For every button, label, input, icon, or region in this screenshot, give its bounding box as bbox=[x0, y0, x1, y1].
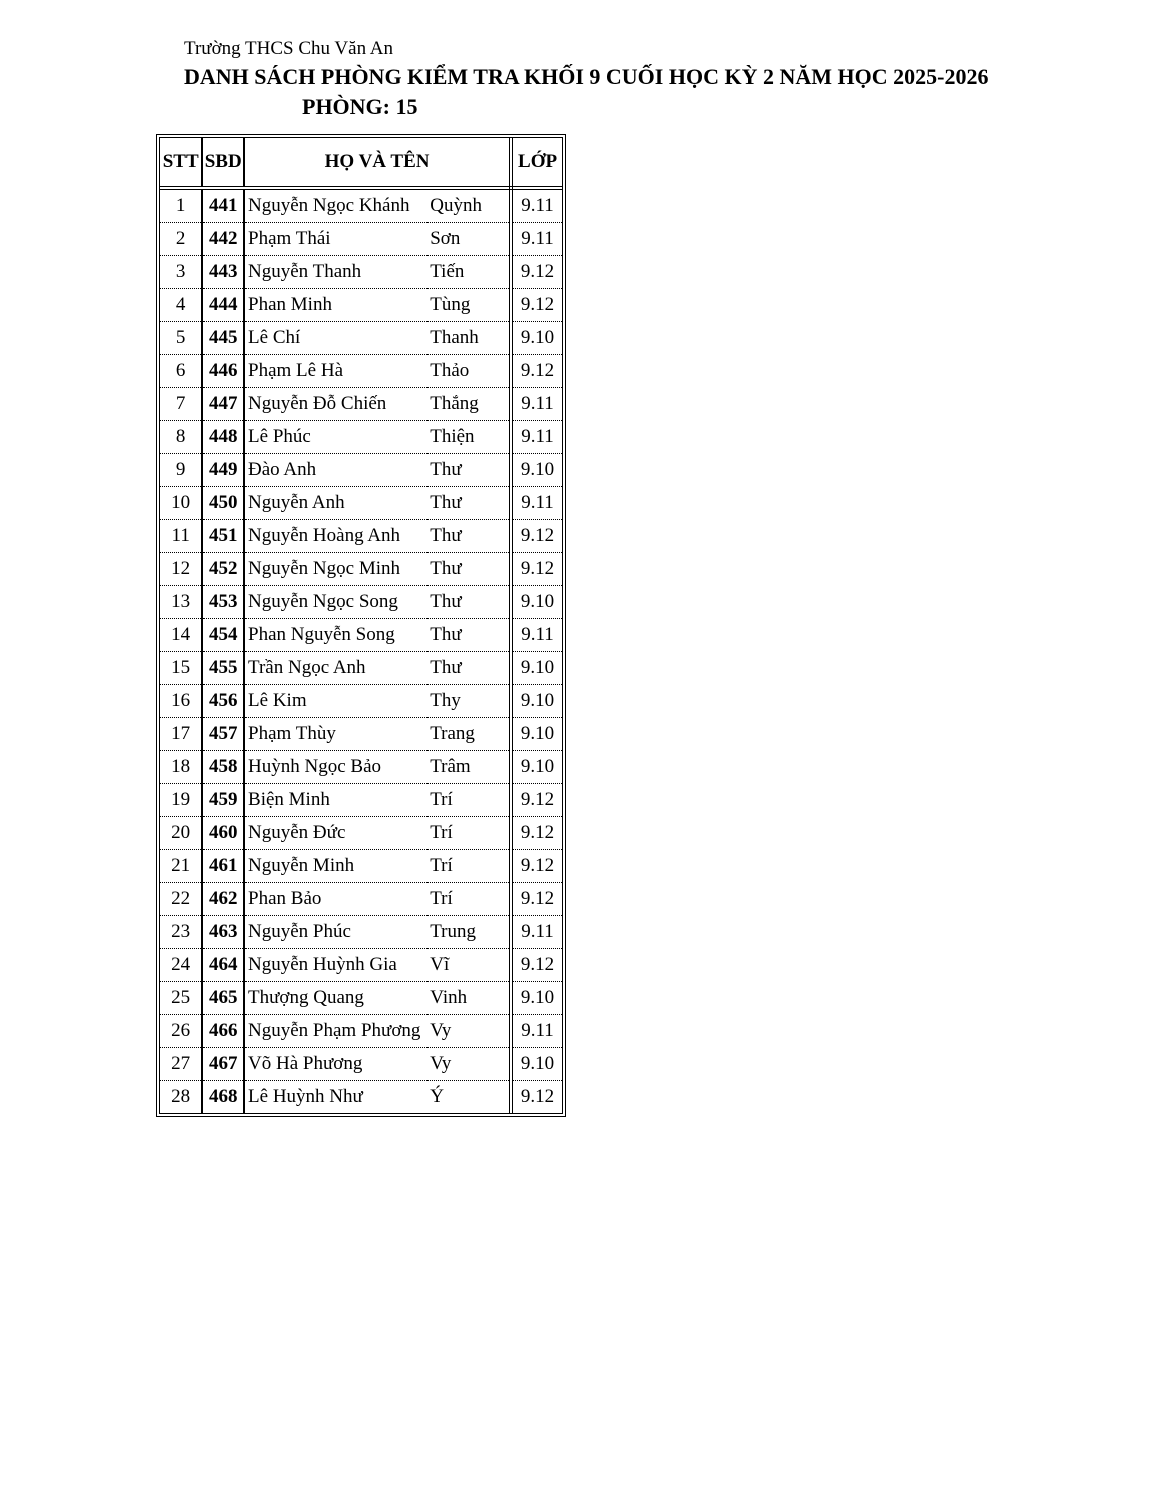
table-row bbox=[160, 223, 562, 256]
table-row bbox=[160, 1081, 562, 1114]
table-row bbox=[160, 817, 562, 850]
school-name: Trường THCS Chu Văn An bbox=[184, 38, 393, 59]
row-class: 9.10 bbox=[511, 652, 562, 685]
row-stt: 28 bbox=[160, 1081, 202, 1114]
row-sbd: 455 bbox=[202, 652, 244, 685]
row-surname: Huỳnh Ngọc Bảo bbox=[244, 751, 427, 784]
row-given-name: Thư bbox=[427, 553, 511, 586]
row-sbd: 451 bbox=[202, 520, 244, 553]
row-sbd: 442 bbox=[202, 223, 244, 256]
row-surname: Nguyễn Đức bbox=[244, 817, 427, 850]
table-row bbox=[160, 784, 562, 817]
row-stt: 8 bbox=[160, 421, 202, 454]
row-surname: Lê Chí bbox=[244, 322, 427, 355]
row-surname: Nguyễn Đỗ Chiến bbox=[244, 388, 427, 421]
row-stt: 11 bbox=[160, 520, 202, 553]
row-sbd: 464 bbox=[202, 949, 244, 982]
row-stt: 12 bbox=[160, 553, 202, 586]
row-class: 9.10 bbox=[511, 454, 562, 487]
row-class: 9.10 bbox=[511, 751, 562, 784]
row-surname: Nguyễn Phúc bbox=[244, 916, 427, 949]
row-stt: 16 bbox=[160, 685, 202, 718]
table-row bbox=[160, 487, 562, 520]
row-class: 9.11 bbox=[511, 1015, 562, 1048]
row-class: 9.12 bbox=[511, 784, 562, 817]
document-title: DANH SÁCH PHÒNG KIỂM TRA KHỐI 9 CUỐI HỌC KỲ 2 NĂM HỌC 2025-2026 bbox=[184, 64, 989, 89]
row-class: 9.12 bbox=[511, 289, 562, 322]
table-row bbox=[160, 355, 562, 388]
row-surname: Nguyễn Huỳnh Gia bbox=[244, 949, 427, 982]
row-given-name: Thiện bbox=[427, 421, 511, 454]
row-given-name: Thanh bbox=[427, 322, 511, 355]
row-given-name: Thư bbox=[427, 652, 511, 685]
row-stt: 15 bbox=[160, 652, 202, 685]
row-stt: 19 bbox=[160, 784, 202, 817]
row-class: 9.12 bbox=[511, 520, 562, 553]
student-table bbox=[160, 138, 562, 1113]
table-row bbox=[160, 188, 562, 223]
row-surname: Võ Hà Phương bbox=[244, 1048, 427, 1081]
row-surname: Nguyễn Anh bbox=[244, 487, 427, 520]
table-header-row bbox=[160, 138, 562, 188]
row-sbd: 465 bbox=[202, 982, 244, 1015]
row-sbd: 459 bbox=[202, 784, 244, 817]
room-number: PHÒNG: 15 bbox=[302, 94, 418, 119]
row-sbd: 449 bbox=[202, 454, 244, 487]
row-class: 9.11 bbox=[511, 223, 562, 256]
row-surname: Lê Phúc bbox=[244, 421, 427, 454]
row-sbd: 460 bbox=[202, 817, 244, 850]
row-given-name: Vĩ bbox=[427, 949, 511, 982]
table-row bbox=[160, 850, 562, 883]
row-stt: 4 bbox=[160, 289, 202, 322]
row-surname: Phạm Thùy bbox=[244, 718, 427, 751]
row-class: 9.11 bbox=[511, 421, 562, 454]
row-class: 9.10 bbox=[511, 718, 562, 751]
row-surname: Nguyễn Minh bbox=[244, 850, 427, 883]
row-class: 9.11 bbox=[511, 388, 562, 421]
row-stt: 23 bbox=[160, 916, 202, 949]
row-surname: Nguyễn Phạm Phương bbox=[244, 1015, 427, 1048]
row-stt: 17 bbox=[160, 718, 202, 751]
row-stt: 18 bbox=[160, 751, 202, 784]
table-row bbox=[160, 256, 562, 289]
row-stt: 10 bbox=[160, 487, 202, 520]
row-sbd: 448 bbox=[202, 421, 244, 454]
row-given-name: Thư bbox=[427, 454, 511, 487]
row-surname: Phan Nguyễn Song bbox=[244, 619, 427, 652]
row-class: 9.11 bbox=[511, 916, 562, 949]
row-class: 9.10 bbox=[511, 586, 562, 619]
row-stt: 21 bbox=[160, 850, 202, 883]
table-row bbox=[160, 454, 562, 487]
row-sbd: 458 bbox=[202, 751, 244, 784]
row-sbd: 443 bbox=[202, 256, 244, 289]
table-row bbox=[160, 1048, 562, 1081]
row-stt: 2 bbox=[160, 223, 202, 256]
table-row bbox=[160, 751, 562, 784]
row-given-name: Trí bbox=[427, 817, 511, 850]
row-sbd: 463 bbox=[202, 916, 244, 949]
row-class: 9.12 bbox=[511, 256, 562, 289]
row-class: 9.10 bbox=[511, 1048, 562, 1081]
row-given-name: Tùng bbox=[427, 289, 511, 322]
table-row bbox=[160, 553, 562, 586]
row-surname: Nguyễn Ngọc Khánh bbox=[244, 188, 427, 223]
table-row bbox=[160, 421, 562, 454]
row-given-name: Quỳnh bbox=[427, 188, 511, 223]
row-given-name: Thảo bbox=[427, 355, 511, 388]
row-given-name: Sơn bbox=[427, 223, 511, 256]
row-given-name: Ý bbox=[427, 1081, 511, 1114]
student-table-frame bbox=[156, 134, 566, 1117]
row-given-name: Thắng bbox=[427, 388, 511, 421]
row-stt: 9 bbox=[160, 454, 202, 487]
row-given-name: Trang bbox=[427, 718, 511, 751]
table-row bbox=[160, 652, 562, 685]
row-class: 9.11 bbox=[511, 619, 562, 652]
row-class: 9.12 bbox=[511, 355, 562, 388]
row-given-name: Vinh bbox=[427, 982, 511, 1015]
row-surname: Nguyễn Hoàng Anh bbox=[244, 520, 427, 553]
table-row bbox=[160, 1015, 562, 1048]
row-stt: 7 bbox=[160, 388, 202, 421]
row-stt: 1 bbox=[160, 188, 202, 223]
row-sbd: 462 bbox=[202, 883, 244, 916]
row-stt: 20 bbox=[160, 817, 202, 850]
table-row bbox=[160, 322, 562, 355]
table-row bbox=[160, 949, 562, 982]
row-given-name: Tiến bbox=[427, 256, 511, 289]
table-row bbox=[160, 982, 562, 1015]
row-given-name: Thư bbox=[427, 487, 511, 520]
row-stt: 25 bbox=[160, 982, 202, 1015]
row-surname: Lê Huỳnh Như bbox=[248, 1086, 363, 1107]
table-row bbox=[160, 916, 562, 949]
table-row bbox=[160, 388, 562, 421]
row-surname: Nguyễn Ngọc Minh bbox=[244, 553, 427, 586]
row-class: 9.10 bbox=[511, 322, 562, 355]
row-given-name: Trí bbox=[427, 784, 511, 817]
row-surname: Phạm Thái bbox=[244, 223, 427, 256]
row-stt: 5 bbox=[160, 322, 202, 355]
row-stt: 26 bbox=[160, 1015, 202, 1048]
row-sbd: 446 bbox=[202, 355, 244, 388]
row-class: 9.12 bbox=[511, 949, 562, 982]
header-stt: STT bbox=[160, 138, 202, 188]
row-sbd: 447 bbox=[202, 388, 244, 421]
table-row bbox=[160, 718, 562, 751]
row-given-name: Trí bbox=[427, 850, 511, 883]
row-stt: 24 bbox=[160, 949, 202, 982]
row-class: 9.11 bbox=[511, 487, 562, 520]
row-surname: Thượng Quang bbox=[244, 982, 427, 1015]
row-sbd: 457 bbox=[202, 718, 244, 751]
row-sbd: 452 bbox=[202, 553, 244, 586]
row-given-name: Vy bbox=[427, 1048, 511, 1081]
header-class: LỚP bbox=[511, 138, 562, 188]
row-sbd: 450 bbox=[202, 487, 244, 520]
row-stt: 27 bbox=[160, 1048, 202, 1081]
row-sbd: 461 bbox=[202, 850, 244, 883]
row-given-name: Trâm bbox=[427, 751, 511, 784]
row-sbd: 453 bbox=[202, 586, 244, 619]
row-class: 9.10 bbox=[511, 982, 562, 1015]
table-row bbox=[160, 289, 562, 322]
row-given-name: Trung bbox=[427, 916, 511, 949]
row-given-name: Trí bbox=[427, 883, 511, 916]
table-row bbox=[160, 883, 562, 916]
row-stt: 14 bbox=[160, 619, 202, 652]
row-sbd: 441 bbox=[202, 188, 244, 223]
row-surname: Nguyễn Thanh bbox=[244, 256, 427, 289]
table-row bbox=[160, 586, 562, 619]
row-class: 9.12 bbox=[520, 1086, 555, 1107]
row-surname: Phạm Lê Hà bbox=[244, 355, 427, 388]
row-sbd: 456 bbox=[202, 685, 244, 718]
row-class: 9.12 bbox=[511, 817, 562, 850]
row-surname: Nguyễn Ngọc Song bbox=[244, 586, 427, 619]
row-stt: 6 bbox=[160, 355, 202, 388]
row-stt: 3 bbox=[160, 256, 202, 289]
row-sbd: 468 bbox=[202, 1081, 244, 1114]
row-class: 9.10 bbox=[511, 685, 562, 718]
table-body bbox=[160, 188, 562, 1113]
table-row bbox=[160, 685, 562, 718]
row-sbd: 454 bbox=[202, 619, 244, 652]
header-full-name: HỌ VÀ TÊN bbox=[244, 138, 511, 188]
row-sbd: 445 bbox=[202, 322, 244, 355]
row-class: 9.12 bbox=[511, 883, 562, 916]
row-surname: Phan Bảo bbox=[244, 883, 427, 916]
row-stt: 22 bbox=[160, 883, 202, 916]
row-stt: 13 bbox=[160, 586, 202, 619]
row-given-name: Thư bbox=[427, 520, 511, 553]
row-class: 9.11 bbox=[511, 188, 562, 223]
header-sbd: SBD bbox=[202, 138, 244, 188]
row-sbd: 444 bbox=[202, 289, 244, 322]
row-surname: Phan Minh bbox=[244, 289, 427, 322]
row-surname: Đào Anh bbox=[244, 454, 427, 487]
row-surname: Trần Ngọc Anh bbox=[244, 652, 427, 685]
row-sbd: 466 bbox=[202, 1015, 244, 1048]
row-class: 9.12 bbox=[511, 553, 562, 586]
table-row bbox=[160, 520, 562, 553]
row-surname: Lê Kim bbox=[244, 685, 427, 718]
row-surname: Biện Minh bbox=[244, 784, 427, 817]
row-given-name: Vy bbox=[427, 1015, 511, 1048]
row-given-name: Thy bbox=[427, 685, 511, 718]
row-sbd: 467 bbox=[202, 1048, 244, 1081]
table-row bbox=[160, 619, 562, 652]
row-class: 9.12 bbox=[511, 850, 562, 883]
row-given-name: Thư bbox=[427, 586, 511, 619]
row-given-name: Thư bbox=[427, 619, 511, 652]
